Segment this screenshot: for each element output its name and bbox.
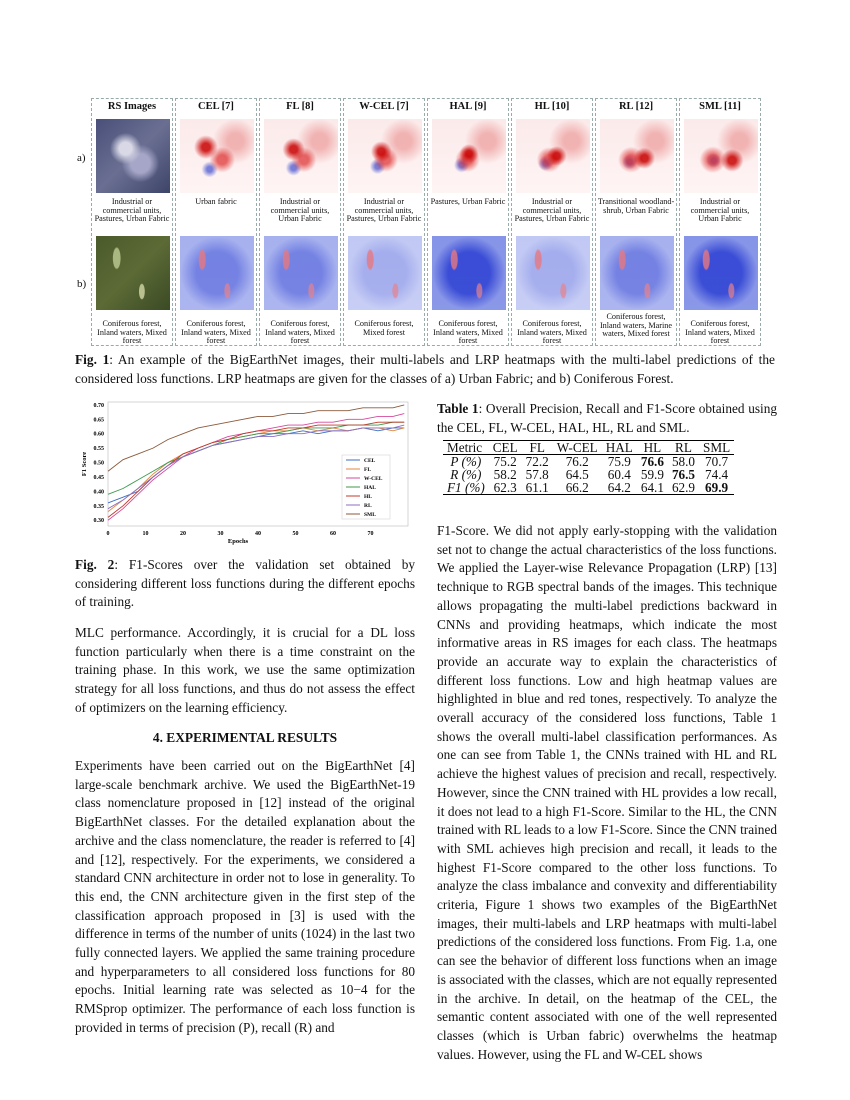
heatmap-b: [684, 236, 758, 310]
table-cell: 75.2: [493, 454, 517, 469]
table-1-caption: [437, 400, 777, 437]
x-tick-label: 70: [367, 531, 374, 537]
table-cell: 76.6: [640, 454, 664, 469]
table-cell: 69.9: [705, 480, 729, 495]
heatmap-a: [264, 119, 338, 193]
table-cell: R (%): [450, 467, 482, 482]
figure-1-caption: [75, 350, 775, 388]
heatmap-a: [600, 119, 674, 193]
figure-1-column: [175, 98, 257, 346]
right-paragraph: F1-Score. We did not apply early-stopping with the validation set not to change the actual characteristics of the loss functions. We applied the Layer-wise Relevance Propagation (LRP) [13] technique to RGB spectral bands of the images. This technique allows propagating the multi-label predictions backward in CNNs and providing heatmaps, which indicate the most informative areas in RS images for each class. The heatmaps provide an accurate way to explain the characteristics of different loss functions. Low and high heatmap values are highlighted in blue and red tones, respectively. To analyze the overall accuracy of the considered loss functions, Table 1 shows the overall multi-label classification performances. As one can see from Table 1, the CNNs trained with HL and RL achieve the highest values of precision and recall, respectively. However, since the CNN trained with HL provides a low recall, it does not lead to a high F1-Score. Similar to the HL, the CNN trained with RL leads to a low F1-Score. Since the CNN trained with SML achieves high precision and recall, it leads to the highest F1-Score compared to the other loss functions. To analyze the class imbalance and convexity and differentiability criteria, Figure 1 shows two examples of the BigEarthNet images, their multi-labels and LRP heatmaps with multi-label predictions of the considered loss functions. From Fig. 1.a, one can see the behavior of different loss functions when an image is associated with the classes, which are not equally represented in the archive. In detail, on the heatmap of the CEL, the semantic content associated with one of the well represented classes (which is Urban fabric) overwhelms the heatmap values. However, using the FL and W-CEL shows: [437, 523, 777, 1062]
x-tick-label: 40: [255, 531, 261, 537]
figure-1-column: [91, 98, 173, 346]
figure-1: [77, 98, 761, 346]
row-a-labels: Industrial or commercial units, Urban Fabric: [690, 197, 750, 224]
table-cell: 76.2: [565, 454, 589, 469]
row-a-labels: Industrial or commercial units, Pastures, Urban Fabric: [514, 197, 590, 224]
table-header-cell: HL: [643, 440, 662, 455]
heatmap-a: [684, 119, 758, 193]
section-title: 4. EXPERIMENTAL RESULTS: [152, 730, 338, 745]
heatmap-a: [180, 119, 254, 193]
table-cell: 75.9: [607, 454, 631, 469]
figure-1-column: [595, 98, 677, 346]
heatmap-a: [432, 119, 506, 193]
x-tick-label: 60: [330, 531, 336, 537]
heatmap-a: [348, 119, 422, 193]
row-b-labels: Coniferous forest, Inland waters, Mixed forest: [433, 319, 503, 346]
left-paragraph-1: MLC performance. Accordingly, it is crucial for a DL loss function particularly when there is a time constraint on the training phase. In this work, we use the same optimization strategy for all loss functions, and thus do not assess the effect of optimizers on the learning efficiency.: [75, 625, 415, 715]
rs-image-b: [96, 236, 170, 310]
table-cell: 64.2: [607, 480, 631, 495]
figure-2-chart: [78, 398, 418, 553]
row-b-labels: Coniferous forest, Mixed forest: [354, 319, 414, 337]
row-label-b: b): [77, 278, 87, 290]
column-header: FL [8]: [286, 101, 314, 112]
column-header: CEL [7]: [198, 101, 234, 112]
table-cell: 62.9: [671, 480, 696, 495]
y-tick-label: 0.65: [93, 417, 104, 424]
heatmap-b: [600, 236, 674, 310]
heatmap-b: [432, 236, 506, 310]
table-cell: 57.8: [525, 467, 549, 482]
row-a-labels: Industrial or commercial units, Pastures, Urban Fabric: [346, 197, 422, 224]
figure-1-column: [343, 98, 425, 346]
figure-1-column: [427, 98, 509, 346]
row-a-labels: Pastures, Urban Fabric: [430, 197, 506, 206]
rs-image-a: [96, 119, 170, 193]
table-header-cell: SML: [703, 440, 731, 455]
left-paragraph-2: Experiments have been carried out on the BigEarthNet [4] large-scale benchmark archive. We used the BigEarthNet-19 class nomenclature proposed in [12] instead of the original BigEarthNet classes. For the detailed explanation about the archive and the class nomenclature, the reader is referred to [4] and [12], respectively. For the experiments, we considered a standard CNN architecture in order not to lose in generality. To this end, the CNN architecture given in the first step of the classification approach proposed in [3] is used with the difference in terms of the number of units (1024) in the last two fully connected layers. We applied the same training procedure and hyperparameters to all considered loss functions for 80 epochs. Initial learning rate was selected as 10−4 for the RMSprop optimizer. The performance of each loss function is provided in terms of precision (P), recall (R) and: [75, 758, 415, 1035]
row-a-labels: Industrial or commercial units, Urban Fabric: [270, 197, 330, 224]
y-tick-label: 0.30: [93, 518, 104, 525]
legend-label: SML: [364, 512, 376, 518]
table-cell: P (%): [450, 454, 482, 469]
table-header-cell: FL: [529, 440, 545, 455]
legend-label: FL: [364, 467, 372, 473]
y-tick-label: 0.70: [93, 402, 104, 409]
table-row: [443, 455, 734, 469]
table-1-caption-label: Table 1: [437, 401, 479, 416]
y-tick-label: 0.50: [93, 460, 104, 467]
y-tick-label: 0.40: [93, 489, 104, 496]
figure-1-caption-text: : An example of the BigEarthNet images, their multi-labels and LRP heatmaps with the multi-label predictions of the considered loss functions. LRP heatmaps are given for the classes of a) Urban Fabric; and b) Coniferous Forest.: [75, 352, 775, 386]
figure-1-column: [679, 98, 761, 346]
x-tick-label: 30: [217, 531, 224, 537]
table-cell: 66.2: [565, 480, 589, 495]
heatmap-b: [516, 236, 590, 310]
y-tick-label: 0.60: [93, 431, 104, 438]
heatmap-b: [180, 236, 254, 310]
row-b-labels: Coniferous forest, Inland waters, Mixed forest: [97, 319, 167, 346]
row-b-labels: Coniferous forest, Inland waters, Mixed forest: [517, 319, 587, 346]
figure-2-caption-label: Fig. 2: [75, 557, 115, 572]
table-cell: 58.2: [493, 467, 517, 482]
table-cell: 60.4: [607, 467, 631, 482]
table-cell: 76.5: [671, 467, 696, 482]
legend-label: RL: [364, 503, 372, 509]
legend-label: CEL: [364, 458, 376, 464]
table-header-cell: W-CEL: [556, 440, 598, 455]
x-tick-label: 50: [292, 531, 299, 537]
figure-1-column: [511, 98, 593, 346]
table-cell: 58.0: [671, 454, 696, 469]
table-cell: 62.3: [493, 480, 517, 495]
x-tick-label: 0: [106, 531, 110, 537]
y-axis-label: F1 Score: [81, 451, 88, 477]
table-cell: 61.1: [525, 480, 549, 495]
x-axis-label: Epochs: [227, 538, 249, 545]
legend-label: HL: [364, 494, 372, 500]
column-header: RS Images: [107, 101, 157, 112]
y-tick-label: 0.45: [93, 474, 104, 481]
table-cell: 72.2: [525, 454, 549, 469]
figure-2-caption: [75, 556, 415, 612]
table-header-cell: RL: [675, 440, 692, 455]
row-a-labels: Transitional woodland-shrub, Urban Fabric: [597, 197, 675, 215]
column-header: SML [11]: [699, 101, 741, 112]
x-tick-label: 20: [180, 531, 186, 537]
table-cell: 74.4: [705, 467, 729, 482]
column-header: HAL [9]: [449, 101, 487, 112]
y-tick-label: 0.55: [93, 446, 104, 453]
row-a-labels: Industrial or commercial units, Pastures, Urban Fabric: [94, 197, 170, 224]
heatmap-b: [348, 236, 422, 310]
row-b-labels: Coniferous forest, Inland waters, Marine waters, Mixed forest: [599, 312, 673, 339]
row-b-labels: Coniferous forest, Inland waters, Mixed forest: [685, 319, 755, 346]
table-row: [443, 481, 734, 495]
table-cell: 64.5: [565, 467, 589, 482]
legend-label: HAL: [364, 485, 376, 491]
column-header: HL [10]: [534, 101, 570, 112]
table-header-cell: Metric: [447, 440, 483, 455]
figure-1-caption-label: Fig. 1: [75, 352, 110, 367]
column-header: W-CEL [7]: [359, 101, 409, 112]
figure-1-column: [259, 98, 341, 346]
row-b-labels: Coniferous forest, Inland waters, Mixed forest: [265, 319, 335, 346]
table-cell: F1 (%): [447, 480, 485, 495]
table-cell: 64.1: [640, 480, 664, 495]
row-label-a: a): [77, 152, 86, 164]
figure-2-caption-text: : F1-Scores over the validation set obtained by considering different loss functions during the different epochs of training.: [75, 557, 415, 610]
y-tick-label: 0.35: [93, 503, 104, 510]
table-header-cell: CEL: [492, 440, 518, 455]
heatmap-b: [264, 236, 338, 310]
row-a-labels: Urban fabric: [195, 197, 237, 206]
x-tick-label: 10: [142, 531, 149, 537]
heatmap-a: [516, 119, 590, 193]
table-header-cell: HAL: [605, 440, 633, 455]
table-cell: 59.9: [640, 467, 664, 482]
legend-label: W-CEL: [364, 476, 383, 482]
table-1-caption-text: : Overall Precision, Recall and F1-Score obtained using the CEL, FL, W-CEL, HAL, HL, RL and SML.: [437, 401, 778, 435]
row-b-labels: Coniferous forest, Inland waters, Mixed forest: [181, 319, 251, 346]
table-cell: 70.7: [705, 454, 729, 469]
column-header: RL [12]: [618, 101, 654, 112]
table-1: [443, 440, 734, 495]
